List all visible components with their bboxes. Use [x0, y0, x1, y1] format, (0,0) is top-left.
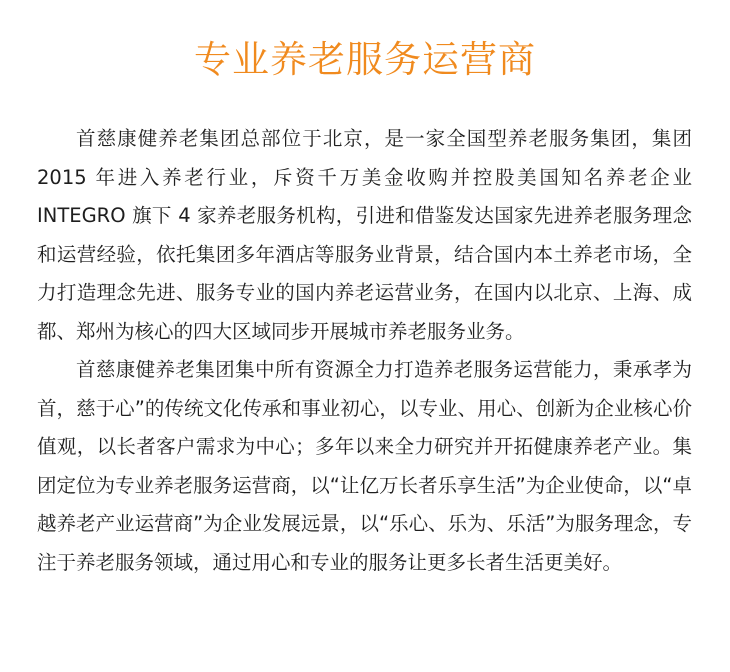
paragraph-mission: 首慈康健养老集团集中所有资源全力打造养老服务运营能力，秉承孝为首，慈于心”的传统文化传承和事业初心，以专业、用心、创新为企业核心价值观，以长者客户需求为中心；多年以来全力研究并开拓健康养老产业。集团定位为专业养老服务运营商，以“让亿万长者乐享生活”为企业使命，以“卓越养老产业运营商”为企业发展远景，以“乐心、乐为、乐活”为服务理念，专注于养老服务领域，通过用心和专业的服务让更多长者生活更美好。	[37, 358, 692, 574]
paragraph-intro: 首慈康健养老集团总部位于北京，是一家全国型养老服务集团，集团 2015 年进入养老行业，斥资千万美金收购并控股美国知名养老企业 INTEGRO 旗下 4 家养老服务机构，引进和借鉴发达国家先进养老服务理念和运营经验，依托集团多年酒店等服务业背景，结合国内本土养老市场，全力打造理念先进、服务专业的国内养老运营业务，在国内以北京、上海、成都、郑州为核心的四大区域同步开展城市养老服务业务。	[37, 127, 692, 343]
page-title: 专业养老服务运营商	[194, 38, 536, 81]
